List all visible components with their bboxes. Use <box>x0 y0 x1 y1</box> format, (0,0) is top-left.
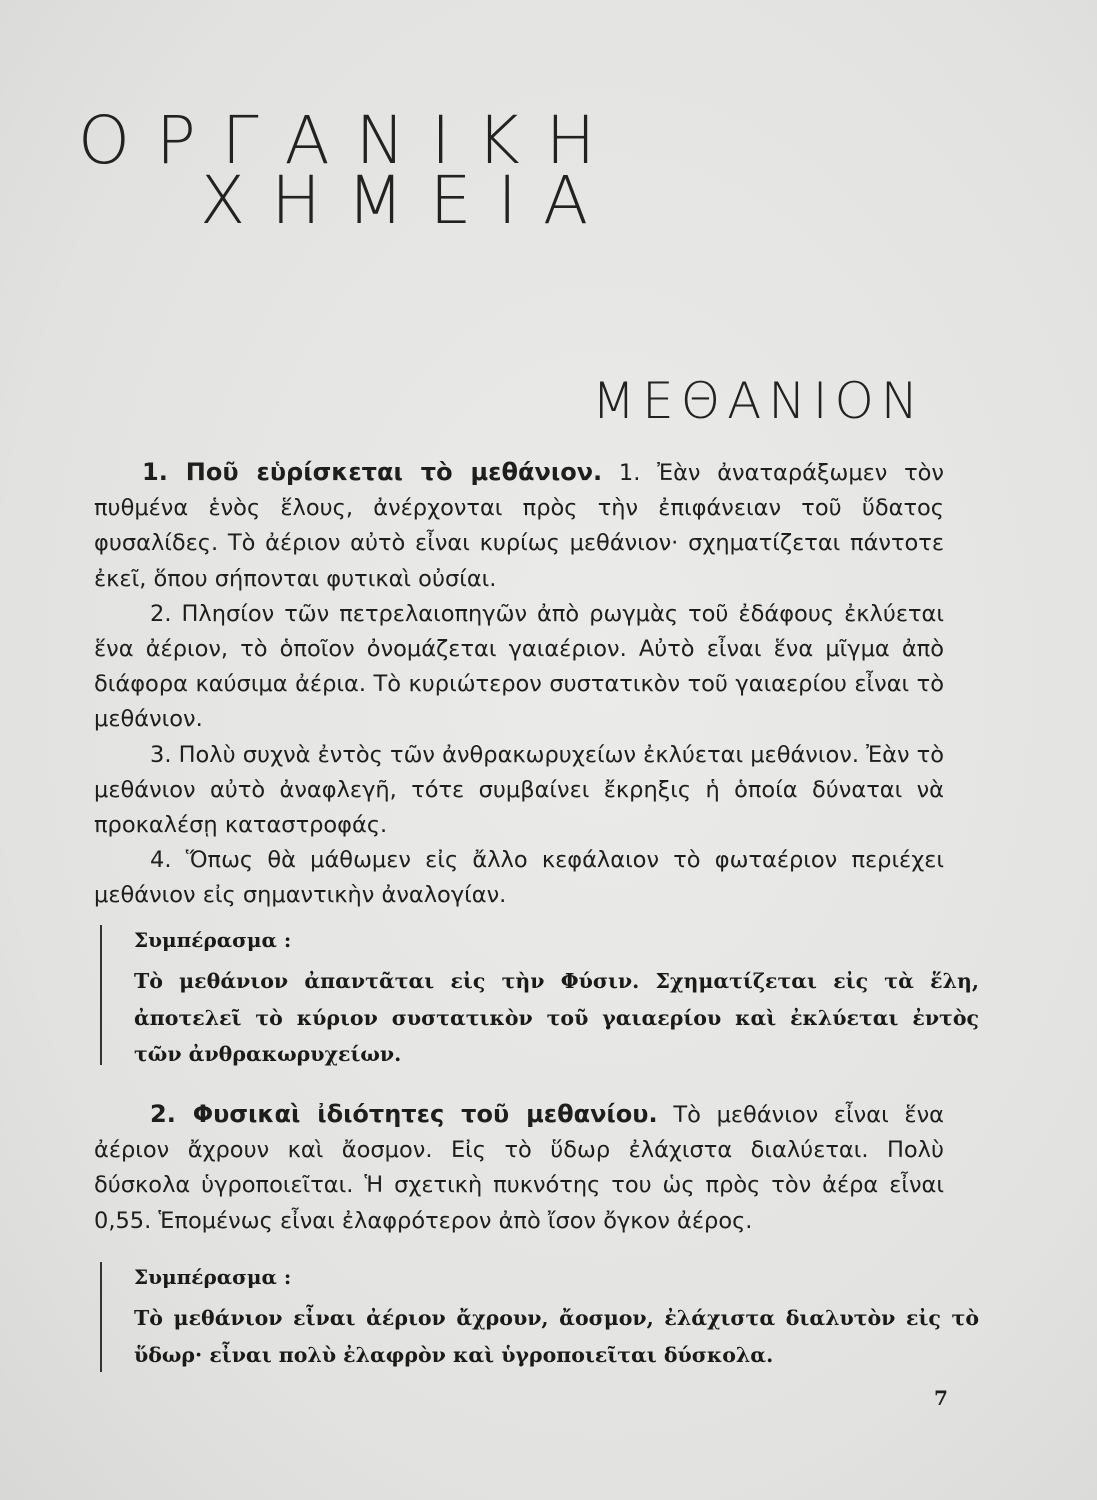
section-1-paragraph-3: 3. Πολὺ συχνὰ ἐντὸς τῶν ἀνθρακωρυχείων ἐκλύεται μεθάνιον. Ἐὰν τὸ μεθάνιον αὐτὸ ἀναφλεγῆ, τότε συμβαίνει ἔκρηξις ἡ ὁποία δύναται νὰ προκαλέσῃ καταστροφάς. <box>94 741 944 839</box>
conclusion-1-text: Τὸ μεθάνιον ἀπαντᾶται εἰς τὴν Φύσιν. Σχηματίζεται εἰς τὰ ἕλη, ἀποτελεῖ τὸ κύριον συστατικὸν τοῦ γαιαερίου καὶ ἐκλύεται ἐντὸς τῶν ἀνθρακωρυχείων. <box>134 969 979 1066</box>
section-2 <box>94 1097 944 1239</box>
conclusion-1-title: Συμπέρασμα : <box>134 928 292 952</box>
section-1 <box>94 455 944 914</box>
book-title-line1: ΟΡΓΑΝΙΚΗ <box>78 102 622 179</box>
section-1-heading: 1. Ποῦ εὑρίσκεται τὸ μεθάνιον. <box>142 458 603 486</box>
chapter-title: ΜΕΘΑΝΙΟΝ <box>592 372 926 430</box>
conclusion-box-2 <box>100 1262 979 1372</box>
section-1-paragraph-1 <box>94 455 944 597</box>
section-2-paragraph-1 <box>94 1097 944 1239</box>
section-1-text-1: 1. Ἐὰν ἀναταράξωμεν τὸν πυθμένα ἑνὸς ἕλους, ἀνέρχονται πρὸς τὴν ἐπιφάνειαν τοῦ ὕδατος φυσαλίδες. Τὸ ἀέριον αὐτὸ εἶναι κυρίως μεθάνιον· σχηματίζεται πάντοτε ἐκεῖ, ὅπου σήπονται φυτικαὶ οὐσίαι. <box>94 460 944 592</box>
section-2-text-1: Τὸ μεθάνιον εἶναι ἕνα ἀέριον ἄχρουν καὶ ἄοσμον. Εἰς τὸ ὕδωρ ἐλάχιστα διαλύεται. Πολὺ δύσκολα ὑγροποιεῖται. Ἡ σχετικὴ πυκνότης του ὡς πρὸς τὸν ἀέρα εἶναι 0,55. Ἑπομένως εἶναι ἐλαφρότερον ἀπὸ ἴσον ὄγκον ἀέρος. <box>94 1102 944 1234</box>
conclusion-2-text: Τὸ μεθάνιον εἶναι ἀέριον ἄχρουν, ἄοσμον, ἐλάχιστα διαλυτὸν εἰς τὸ ὕδωρ· εἶναι πολὺ ἐλαφρὸν καὶ ὑγροποιεῖται δύσκολα. <box>134 1306 979 1367</box>
conclusion-box-1 <box>100 925 979 1065</box>
section-2-heading: 2. Φυσικαὶ ἰδιότητες τοῦ μεθανίου. <box>150 1100 658 1128</box>
section-1-paragraph-4: 4. Ὅπως θὰ μάθωμεν εἰς ἄλλο κεφάλαιον τὸ φωταέριον περιέχει μεθάνιον εἰς σημαντικὴν ἀναλογίαν. <box>94 847 944 909</box>
section-1-paragraph-2: 2. Πλησίον τῶν πετρελαιοπηγῶν ἀπὸ ρωγμὰς τοῦ ἐδάφους ἐκλύεται ἕνα ἀέριον, τὸ ὁποῖον ὀνομάζεται γαιαέριον. Αὐτὸ εἶναι ἕνα μῖγμα ἀπὸ διάφορα καύσιμα ἀέρια. Τὸ κυριώτερον συστατικὸν τοῦ γαιαερίου εἶναι τὸ μεθάνιον. <box>94 600 944 733</box>
book-title-line2: ΧΗΜΕΙΑ <box>200 162 615 239</box>
conclusion-2-title: Συμπέρασμα : <box>134 1265 292 1289</box>
page-number: 7 <box>934 1386 948 1410</box>
